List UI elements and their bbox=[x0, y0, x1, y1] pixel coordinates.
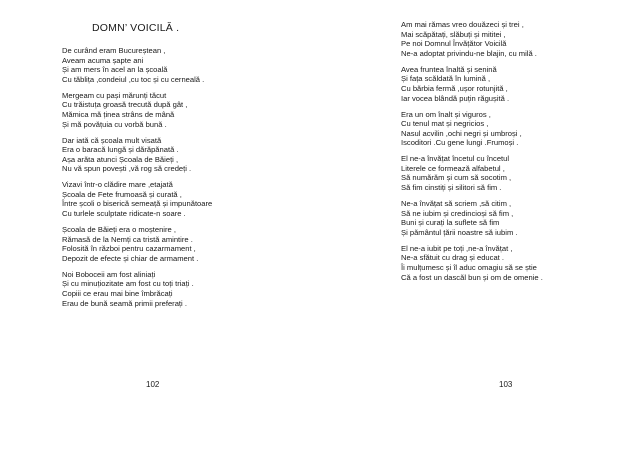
poem-line: Să ne iubim și credincioși să fim , bbox=[401, 208, 514, 218]
poem-line: Și am mers în acel an la școală bbox=[62, 65, 168, 75]
poem-line: Cu turlele sculptate ridicate-n soare . bbox=[62, 209, 186, 219]
stanza bbox=[401, 65, 631, 103]
poem-line: Să fim cinstiți și silitori să fim . bbox=[401, 183, 502, 193]
poem-line: Școala de Băieți era o moștenire , bbox=[62, 225, 176, 235]
stanza bbox=[62, 46, 312, 84]
left-poem-column bbox=[62, 46, 312, 315]
poem-line: Cu trăistuța groasă trecută după gât , bbox=[62, 100, 188, 110]
poem-line: Am mai rămas vreo douăzeci și trei , bbox=[401, 20, 524, 29]
poem-line: Școala de Fete frumoasă și curată , bbox=[62, 189, 182, 199]
poem-line: Iar vocea blândă puțin răgușită . bbox=[401, 93, 510, 103]
poem-line: Și cu minuțiozitate am fost cu toți triați . bbox=[62, 279, 194, 289]
poem-line: Mergeam cu pași mărunți tăcut bbox=[62, 90, 167, 100]
poem-line: Ne-a adoptat privindu-ne blajin, cu milă . bbox=[401, 48, 537, 58]
poem-line: Avea fruntea înaltă și senină bbox=[401, 64, 497, 74]
stanza bbox=[401, 154, 631, 192]
poem-line: Era o baracă lungă și dărăpănată . bbox=[62, 145, 179, 155]
stanza bbox=[401, 20, 631, 58]
poem-line: Literele ce formează alfabetul , bbox=[401, 163, 505, 173]
poem-line: Îi mulțumesc și îl aduc omagiu să se știe bbox=[401, 263, 537, 273]
left-page-number: 102 bbox=[146, 380, 160, 389]
stanza bbox=[401, 110, 631, 148]
poem-line: Pe noi Domnul Învățător Voicilă bbox=[401, 39, 507, 49]
poem-line: Așa arăta atunci Școala de Băieți , bbox=[62, 154, 179, 164]
poem-line: Mai scăpătați, slăbuți și mititei , bbox=[401, 29, 506, 39]
poem-line: Să numărăm și cum să socotim , bbox=[401, 173, 512, 183]
stanza bbox=[62, 180, 312, 218]
poem-line: Și pământul țării noastre să iubim . bbox=[401, 227, 518, 237]
poem-line: Aveam acuma șapte ani bbox=[62, 55, 144, 65]
right-page-number: 103 bbox=[499, 380, 513, 389]
poem-line: Folosită în război pentru cazarmament , bbox=[62, 244, 196, 254]
poem-line: Iscoditori .Cu gene lungi .Frumoși . bbox=[401, 138, 519, 148]
stanza bbox=[62, 225, 312, 263]
stanza bbox=[62, 91, 312, 129]
poem-title: DOMN’ VOICILĂ . bbox=[92, 22, 180, 34]
stanza bbox=[62, 270, 312, 308]
stanza bbox=[401, 199, 631, 237]
poem-line: Erau de bună seamă primii preferați . bbox=[62, 298, 187, 308]
poem-line: Era un om înalt și viguros , bbox=[401, 109, 491, 119]
right-poem-column bbox=[401, 20, 631, 289]
poem-line: Dar iată că școala mult visată bbox=[62, 135, 162, 145]
poem-line: Copiii ce erau mai bine îmbrăcați bbox=[62, 289, 173, 299]
right-page bbox=[319, 0, 638, 452]
poem-line: Și mă povățuia cu vorbă bună . bbox=[62, 119, 167, 129]
poem-line: Între școli o biserică semeață și impunătoare bbox=[62, 199, 213, 209]
poem-line: Buni și curați la suflete să fim bbox=[401, 218, 500, 228]
poem-line: El ne-a învățat încetul cu încetul bbox=[401, 154, 510, 164]
poem-line: Cu tăblița ,condeiul ,cu toc și cu cerneală . bbox=[62, 74, 205, 84]
poem-line: El ne-a iubit pe toți ,ne-a învățat , bbox=[401, 243, 513, 253]
poem-line: Rămasă de la Nemți ca tristă amintire . bbox=[62, 234, 193, 244]
poem-line: Nasul acvilin ,ochi negri și umbroși , bbox=[401, 128, 522, 138]
poem-line: Noi Boboceii am fost aliniați bbox=[62, 269, 156, 279]
poem-line: De curând eram Bucureștean , bbox=[62, 46, 166, 55]
poem-line: Ne-a învățat să scriem ,să citim , bbox=[401, 199, 512, 209]
poem-line: Și fața scăldată în lumină , bbox=[401, 74, 491, 84]
poem-line: Cu bărbia fermă ,ușor rotunjită , bbox=[401, 83, 508, 93]
poem-line: Nu vă spun povești ,vă rog să credeți . bbox=[62, 164, 192, 174]
poem-line: Că a fost un dascăl bun și om de omenie . bbox=[401, 272, 543, 282]
poem-line: Mămica mă ținea strâns de mână bbox=[62, 109, 175, 119]
poem-line: Depozit de efecte și chiar de armament . bbox=[62, 253, 199, 263]
poem-line: Ne-a sfătuit cu drag și educat . bbox=[401, 253, 504, 263]
stanza bbox=[62, 136, 312, 174]
stanza bbox=[401, 244, 631, 282]
poem-line: Vizavi într-o clădire mare ,etajată bbox=[62, 180, 173, 190]
poem-line: Cu tenul mat și negricios , bbox=[401, 119, 489, 129]
